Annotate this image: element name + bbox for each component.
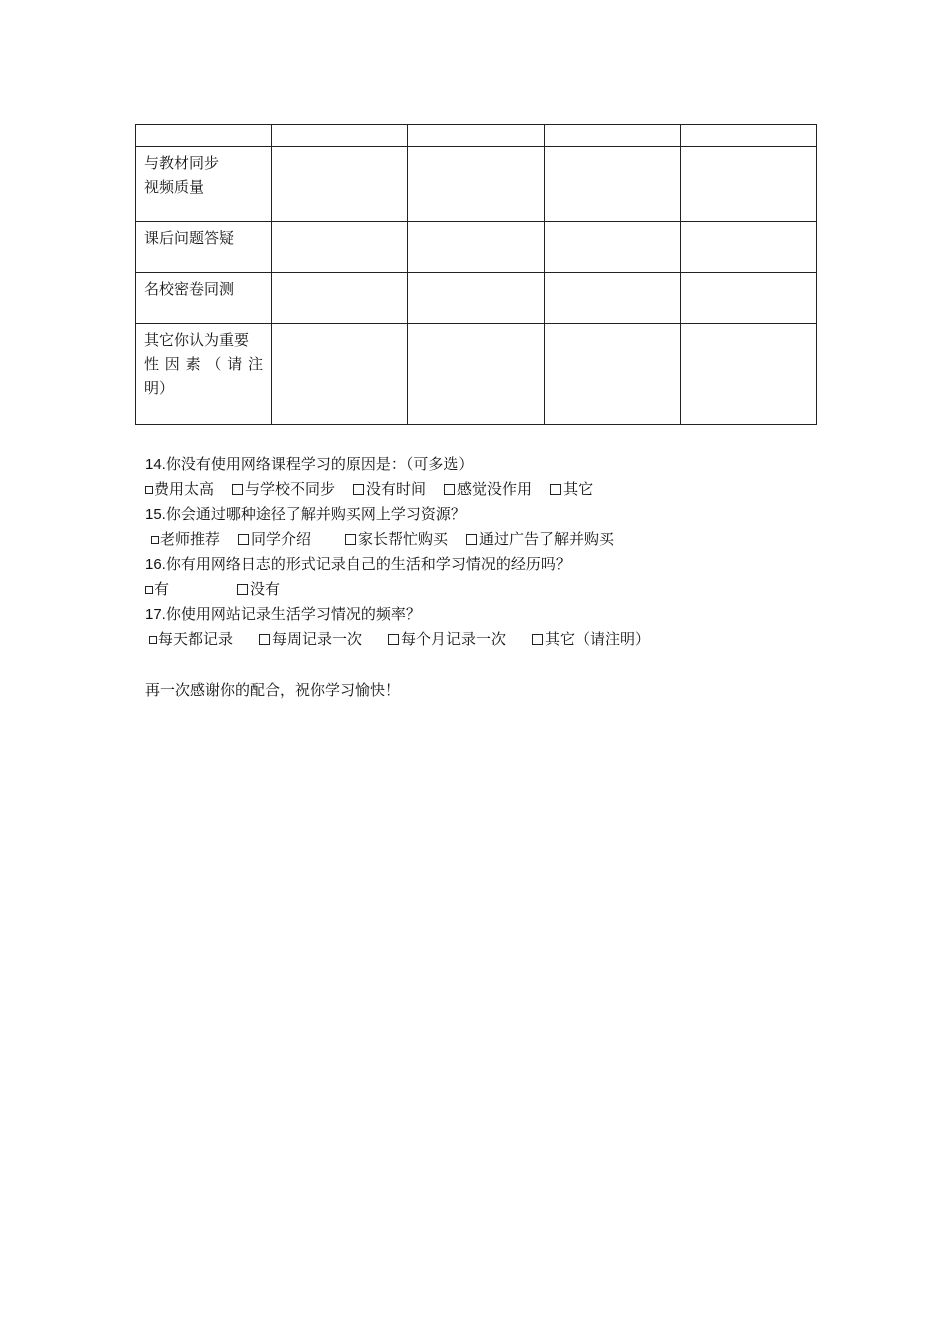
table-cell [681,125,817,147]
question-title: 17.你使用网站记录生活学习情况的频率？ [145,606,421,623]
table-cell [408,125,545,147]
checkbox-icon[interactable] [532,634,543,645]
option[interactable] [353,477,426,502]
option-label: 家长帮忙购买 [358,530,449,548]
table-cell[interactable] [272,222,408,273]
table-cell[interactable] [272,273,408,324]
question-title: 15.你会通过哪种途径了解并购买网上学习资源？ [145,506,466,523]
checkbox-icon[interactable] [145,586,153,594]
question-options [145,527,845,552]
row-label [136,324,272,425]
table-cell [545,125,681,147]
option[interactable] [145,577,169,602]
option-label: 每天都记录 [158,630,234,648]
table-header-row [136,125,817,147]
table-cell[interactable] [272,324,408,425]
row-label-line: 其它你认为重要 [144,331,250,349]
table-cell[interactable] [681,222,817,273]
option[interactable] [238,527,311,552]
question-title: 14.你没有使用网络课程学习的原因是：（可多选） [145,456,474,473]
checkbox-icon[interactable] [353,484,364,495]
question-list [145,452,845,652]
checkbox-icon[interactable] [345,534,356,545]
table-row [136,273,817,324]
option-label: 没有 [250,580,281,598]
row-label [136,222,272,273]
checkbox-icon[interactable] [259,634,270,645]
table-cell [136,125,272,147]
table-row [136,324,817,425]
option[interactable] [149,627,233,652]
checkbox-icon[interactable] [444,484,455,495]
rating-table [135,124,817,425]
option[interactable] [237,577,280,602]
checkbox-icon[interactable] [466,534,477,545]
table-row [136,147,817,222]
option-label: 其它 [563,480,594,498]
option-label: 同学介绍 [251,530,312,548]
table-cell[interactable] [408,324,545,425]
table-cell[interactable] [545,147,681,222]
table-row [136,222,817,273]
option-label: 其它（请注明） [545,630,651,648]
row-label-line: 名校密卷同测 [144,280,235,298]
option-label: 没有时间 [366,480,427,498]
option-label: 通过广告了解并购买 [479,530,615,548]
checkbox-icon[interactable] [550,484,561,495]
row-label-line: 视频质量 [144,178,205,196]
option-label: 有 [154,580,170,598]
table-cell[interactable] [545,324,681,425]
checkbox-icon[interactable] [145,486,153,494]
option-label: 每个月记录一次 [401,630,507,648]
option[interactable] [532,627,650,652]
option-label: 与学校不同步 [245,480,336,498]
table-cell[interactable] [545,222,681,273]
option[interactable] [151,527,220,552]
closing-message: 再一次感谢你的配合，祝你学习愉快！ [145,681,401,699]
row-label-line: 与教材同步 [144,154,220,172]
row-label-line: 明） [144,379,175,397]
option[interactable] [550,477,593,502]
row-label [136,273,272,324]
table-cell[interactable] [408,222,545,273]
table-cell[interactable] [545,273,681,324]
checkbox-icon[interactable] [149,636,157,644]
option[interactable] [345,527,448,552]
option-label: 费用太高 [154,480,215,498]
table-cell[interactable] [272,147,408,222]
row-label-line: 课后问题答疑 [144,229,235,247]
table-cell[interactable] [408,147,545,222]
option[interactable] [388,627,506,652]
table-cell[interactable] [681,273,817,324]
option[interactable] [466,527,614,552]
option[interactable] [259,627,362,652]
checkbox-icon[interactable] [238,534,249,545]
checkbox-icon[interactable] [151,536,159,544]
option[interactable] [145,477,214,502]
option-label: 感觉没作用 [457,480,533,498]
question-options [145,577,845,602]
checkbox-icon[interactable] [388,634,399,645]
row-label [136,147,272,222]
table-cell[interactable] [681,324,817,425]
question-options [145,477,845,502]
option[interactable] [232,477,335,502]
option-label: 每周记录一次 [272,630,363,648]
question-title: 16.你有用网络日志的形式记录自己的生活和学习情况的经历吗？ [145,556,571,573]
question-options [145,627,845,652]
option-label: 老师推荐 [160,530,221,548]
table-cell[interactable] [681,147,817,222]
checkbox-icon[interactable] [237,584,248,595]
checkbox-icon[interactable] [232,484,243,495]
table-cell [272,125,408,147]
row-label-line: 性因素（请注 [144,355,263,373]
table-cell[interactable] [408,273,545,324]
option[interactable] [444,477,532,502]
